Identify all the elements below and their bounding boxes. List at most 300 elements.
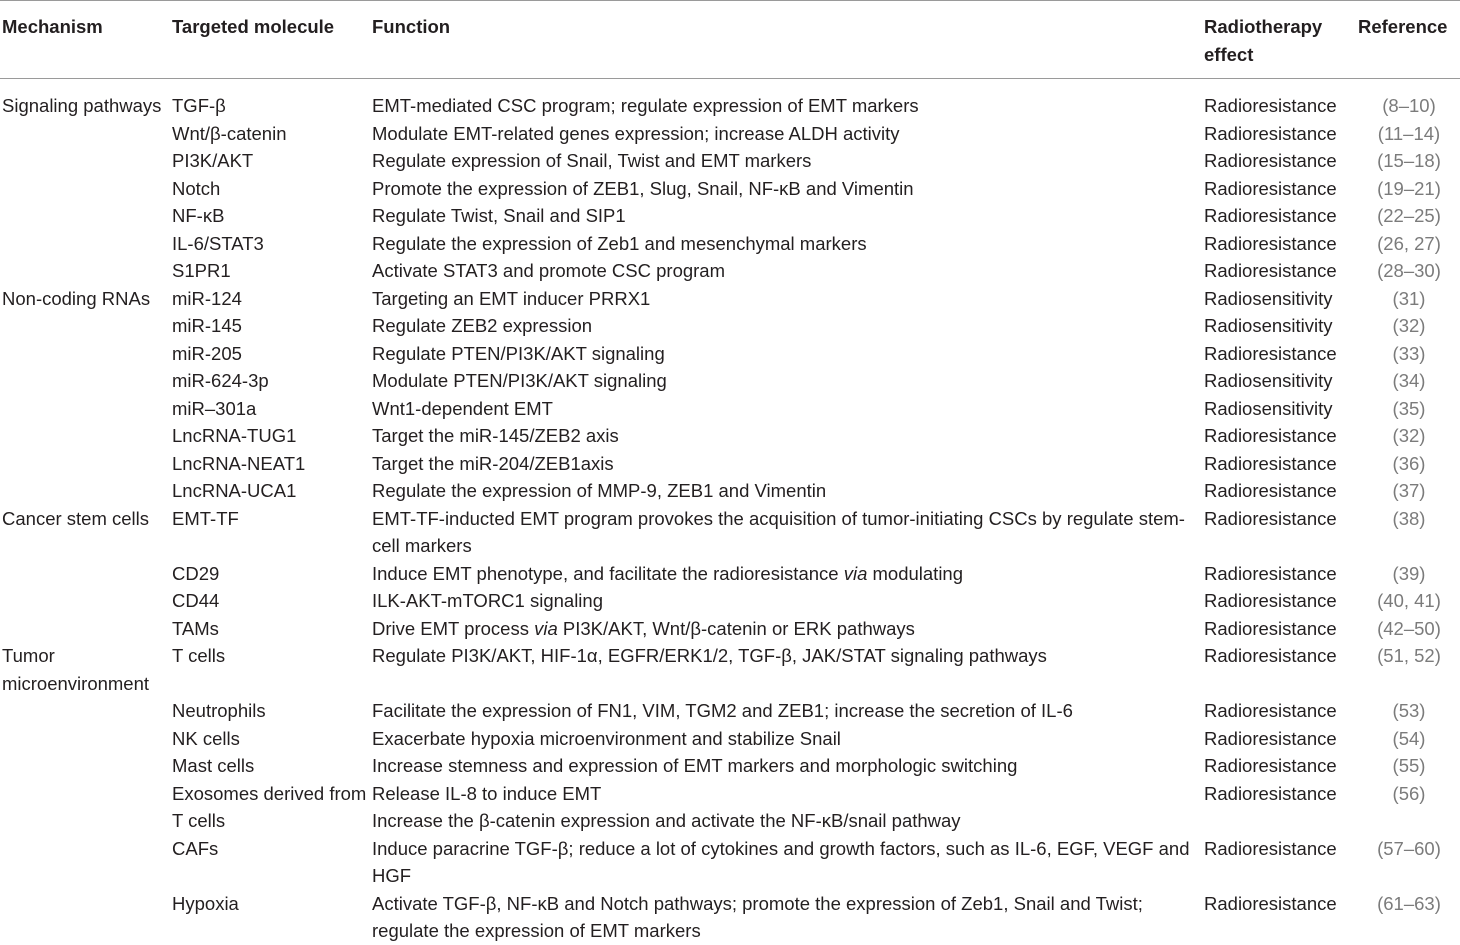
table-row xyxy=(0,285,1460,313)
targeted-molecule-label: Neutrophils xyxy=(172,700,266,721)
targeted-molecule-label: TGF-β xyxy=(172,95,226,116)
function-text: Target the miR-204/ZEB1axis xyxy=(372,452,614,474)
reference-paren: ) xyxy=(1434,617,1441,639)
reference-cell xyxy=(1358,505,1460,560)
reference-link[interactable]: 11–14 xyxy=(1383,122,1435,144)
reference-cell xyxy=(1358,752,1460,780)
targeted-molecule-cell xyxy=(172,615,372,643)
reference-cell xyxy=(1358,202,1460,230)
targeted-molecule-cell xyxy=(172,340,372,368)
radiotherapy-effect-cell xyxy=(1204,230,1358,258)
function-emphasis: via xyxy=(534,617,558,639)
function-text: Activate TGF-β, NF-κB and Notch pathways; promote the expression of Zeb1, Snail and Twist; regulate the expression of EMT markers xyxy=(372,892,1143,941)
reference-cell xyxy=(1358,890,1460,945)
reference-paren: ) xyxy=(1434,232,1441,254)
reference-paren: ( xyxy=(1377,837,1384,859)
radiotherapy-effect-cell xyxy=(1204,697,1358,725)
function-emphasis: via xyxy=(843,562,868,584)
mechanism-cell xyxy=(0,835,172,890)
targeted-molecule-label: Wnt/β-catenin xyxy=(172,122,287,144)
reference-paren: ( xyxy=(1392,315,1399,336)
mechanism-cell xyxy=(0,257,172,285)
function-cell xyxy=(372,560,1204,588)
targeted-molecule-label: LncRNA-TUG1 xyxy=(172,425,297,446)
targeted-molecule-label: CD29 xyxy=(172,562,220,584)
reference-paren: ( xyxy=(1392,287,1399,309)
targeted-molecule-label: miR-205 xyxy=(172,342,242,364)
reference-cell xyxy=(1358,340,1460,368)
reference-paren: ( xyxy=(1392,727,1399,749)
targeted-molecule-cell xyxy=(172,587,372,615)
reference-cell xyxy=(1358,285,1460,313)
reference-paren: ) xyxy=(1434,590,1441,611)
targeted-molecule-label: IL-6/STAT3 xyxy=(172,232,264,254)
reference-cell xyxy=(1358,147,1460,175)
targeted-molecule-cell xyxy=(172,477,372,505)
reference-paren: ) xyxy=(1434,122,1441,144)
function-cell xyxy=(372,147,1204,175)
table-row xyxy=(0,79,1460,120)
function-text: Regulate PI3K/AKT, HIF-1α, EGFR/ERK1/2, TGF-β, JAK/STAT signaling pathways xyxy=(372,645,1047,666)
mechanism-label: Tumor microenvironment xyxy=(2,645,150,694)
reference-paren: ( xyxy=(1377,150,1384,171)
targeted-molecule-label: TAMs xyxy=(172,617,219,639)
radiotherapy-effect-label: Radioresistance xyxy=(1204,727,1337,749)
targeted-molecule-label: EMT-TF xyxy=(172,507,239,529)
reference-paren: ) xyxy=(1419,700,1426,721)
reference-paren: ) xyxy=(1434,177,1441,199)
reference-paren: ( xyxy=(1392,782,1399,804)
reference-link[interactable]: 37 xyxy=(1398,480,1420,501)
targeted-molecule-cell xyxy=(172,890,372,945)
function-text: modulating xyxy=(867,562,964,584)
reference-paren: ) xyxy=(1434,205,1441,226)
header-reference: Reference xyxy=(1358,1,1460,79)
function-cell xyxy=(372,230,1204,258)
reference-paren: ) xyxy=(1419,782,1426,804)
function-text: PI3K/AKT, Wnt/β-catenin or ERK pathways xyxy=(557,617,915,639)
mechanism-cell xyxy=(0,175,172,203)
targeted-molecule-cell xyxy=(172,395,372,423)
reference-link[interactable]: 61–63 xyxy=(1383,892,1435,914)
function-text: Target the miR-145/ZEB2 axis xyxy=(372,425,619,446)
radiotherapy-effect-cell xyxy=(1204,587,1358,615)
reference-cell xyxy=(1358,450,1460,478)
function-cell xyxy=(372,890,1204,945)
targeted-molecule-cell xyxy=(172,257,372,285)
radiotherapy-effect-cell xyxy=(1204,367,1358,395)
reference-paren: ( xyxy=(1377,645,1384,666)
function-text: Regulate PTEN/PI3K/AKT signaling xyxy=(372,342,665,364)
radiotherapy-effect-cell xyxy=(1204,395,1358,423)
mechanism-cell xyxy=(0,697,172,725)
function-cell xyxy=(372,285,1204,313)
function-text: Regulate Twist, Snail and SIP1 xyxy=(372,205,626,226)
table-row xyxy=(0,202,1460,230)
reference-paren: ( xyxy=(1377,232,1384,254)
mechanism-cell xyxy=(0,890,172,945)
reference-cell xyxy=(1358,367,1460,395)
header-radiotherapy-effect: Radiotherapy effect xyxy=(1204,1,1358,79)
header-targeted-molecule: Targeted molecule xyxy=(172,1,372,79)
table-row xyxy=(0,147,1460,175)
reference-cell xyxy=(1358,560,1460,588)
targeted-molecule-label: NF-κB xyxy=(172,205,225,226)
reference-paren: ( xyxy=(1377,260,1384,281)
targeted-molecule-cell xyxy=(172,697,372,725)
targeted-molecule-label: S1PR1 xyxy=(172,260,231,281)
reference-link[interactable]: 32 xyxy=(1398,315,1420,336)
targeted-molecule-cell xyxy=(172,230,372,258)
reference-link[interactable]: 31 xyxy=(1398,287,1420,309)
radiotherapy-effect-cell xyxy=(1204,615,1358,643)
function-text: Regulate expression of Snail, Twist and EMT markers xyxy=(372,150,812,171)
radiotherapy-effect-cell xyxy=(1204,285,1358,313)
reference-link[interactable]: 55 xyxy=(1398,755,1420,776)
radiotherapy-effect-cell xyxy=(1204,175,1358,203)
function-cell xyxy=(372,725,1204,753)
radiotherapy-effect-cell xyxy=(1204,890,1358,945)
radiotherapy-effect-label: Radioresistance xyxy=(1204,645,1337,666)
header-function: Function xyxy=(372,1,1204,79)
reference-link[interactable]: 39 xyxy=(1398,562,1420,584)
mechanism-cell xyxy=(0,450,172,478)
radiotherapy-effect-cell xyxy=(1204,79,1358,120)
function-cell xyxy=(372,202,1204,230)
function-cell xyxy=(372,752,1204,780)
function-text: Regulate ZEB2 expression xyxy=(372,315,593,336)
table-row xyxy=(0,890,1460,945)
reference-paren: ( xyxy=(1392,370,1399,391)
function-text: Promote the expression of ZEB1, Slug, Snail, NF-κB and Vimentin xyxy=(372,177,914,199)
table-body xyxy=(0,79,1460,945)
radiotherapy-effect-label: Radioresistance xyxy=(1204,232,1337,254)
radiotherapy-effect-cell xyxy=(1204,560,1358,588)
mechanism-cell xyxy=(0,477,172,505)
radiotherapy-effect-label: Radioresistance xyxy=(1204,452,1337,474)
targeted-molecule-cell xyxy=(172,175,372,203)
table-row xyxy=(0,340,1460,368)
reference-link[interactable]: 51, 52 xyxy=(1383,645,1435,666)
reference-paren: ( xyxy=(1392,342,1399,364)
reference-paren: ( xyxy=(1377,617,1384,639)
targeted-molecule-cell xyxy=(172,450,372,478)
table-row xyxy=(0,422,1460,450)
targeted-molecule-cell xyxy=(172,422,372,450)
function-text: Regulate the expression of MMP-9, ZEB1 and Vimentin xyxy=(372,480,827,501)
function-cell xyxy=(372,367,1204,395)
reference-paren: ( xyxy=(1377,892,1384,914)
function-text: EMT-TF-inducted EMT program provokes the acquisition of tumor-initiating CSCs by regulate stem-cell markers xyxy=(372,507,1185,556)
function-text: Drive EMT process xyxy=(372,617,535,639)
function-text: ILK-AKT-mTORC1 signaling xyxy=(372,590,603,611)
function-text: Wnt1-dependent EMT xyxy=(372,397,553,419)
reference-cell xyxy=(1358,175,1460,203)
function-text: EMT-mediated CSC program; regulate expression of EMT markers xyxy=(372,95,919,116)
mechanism-cell xyxy=(0,230,172,258)
reference-link[interactable]: 28–30 xyxy=(1383,260,1435,281)
targeted-molecule-cell xyxy=(172,120,372,148)
reference-cell xyxy=(1358,587,1460,615)
function-cell xyxy=(372,587,1204,615)
mechanism-cell xyxy=(0,340,172,368)
reference-link[interactable]: 36 xyxy=(1398,452,1420,474)
targeted-molecule-label: LncRNA-UCA1 xyxy=(172,480,297,501)
function-text: Induce EMT phenotype, and facilitate the radioresistance xyxy=(372,562,844,584)
radiotherapy-effect-label: Radiosensitivity xyxy=(1204,315,1333,336)
targeted-molecule-cell xyxy=(172,835,372,890)
table-row xyxy=(0,312,1460,340)
table-row xyxy=(0,395,1460,423)
radiotherapy-effect-label: Radioresistance xyxy=(1204,205,1337,226)
reference-cell xyxy=(1358,312,1460,340)
reference-link[interactable]: 42–50 xyxy=(1383,617,1435,639)
reference-link[interactable]: 56 xyxy=(1398,782,1420,804)
reference-paren: ) xyxy=(1434,260,1441,281)
radiotherapy-effect-label: Radioresistance xyxy=(1204,95,1337,116)
reference-link[interactable]: 54 xyxy=(1398,727,1420,749)
table-row xyxy=(0,697,1460,725)
function-cell xyxy=(372,697,1204,725)
radiotherapy-effect-label: Radiosensitivity xyxy=(1204,397,1333,419)
reference-paren: ) xyxy=(1419,480,1426,501)
reference-link[interactable]: 40, 41 xyxy=(1383,590,1435,611)
function-text: Increase stemness and expression of EMT markers and morphologic switching xyxy=(372,755,1018,776)
reference-paren: ( xyxy=(1377,205,1384,226)
function-text: Release IL-8 to induce EMT Increase the β-catenin expression and activate the NF-κB/snail pathway xyxy=(372,782,961,831)
function-cell xyxy=(372,422,1204,450)
reference-paren: ) xyxy=(1419,727,1426,749)
targeted-molecule-cell xyxy=(172,147,372,175)
reference-paren: ( xyxy=(1392,425,1399,446)
radiotherapy-effect-label: Radioresistance xyxy=(1204,562,1337,584)
mechanism-cell xyxy=(0,147,172,175)
radiotherapy-effect-label: Radioresistance xyxy=(1204,507,1337,529)
table-row xyxy=(0,752,1460,780)
mechanism-label: Signaling pathways xyxy=(2,95,162,116)
reference-link[interactable]: 38 xyxy=(1398,507,1420,529)
targeted-molecule-cell xyxy=(172,312,372,340)
mechanism-cell xyxy=(0,587,172,615)
reference-link[interactable]: 35 xyxy=(1398,397,1420,419)
reference-paren: ) xyxy=(1419,342,1426,364)
radiotherapy-effect-label: Radioresistance xyxy=(1204,260,1337,281)
table-row xyxy=(0,230,1460,258)
mechanism-label: Non-coding RNAs xyxy=(2,287,151,309)
radiotherapy-effect-label: Radioresistance xyxy=(1204,480,1337,501)
reference-paren: ) xyxy=(1419,755,1426,776)
radiotherapy-effect-cell xyxy=(1204,725,1358,753)
table-row xyxy=(0,477,1460,505)
targeted-molecule-label: Mast cells xyxy=(172,755,255,776)
targeted-molecule-label: miR-124 xyxy=(172,287,242,309)
reference-link[interactable]: 22–25 xyxy=(1383,205,1435,226)
targeted-molecule-cell xyxy=(172,725,372,753)
table-row xyxy=(0,560,1460,588)
table-row xyxy=(0,642,1460,697)
radiotherapy-effect-cell xyxy=(1204,257,1358,285)
mechanism-cell xyxy=(0,752,172,780)
header-mechanism: Mechanism xyxy=(0,1,172,79)
radiotherapy-effect-cell xyxy=(1204,450,1358,478)
targeted-molecule-label: LncRNA-NEAT1 xyxy=(172,452,306,474)
reference-cell xyxy=(1358,230,1460,258)
targeted-molecule-cell xyxy=(172,560,372,588)
function-text: Facilitate the expression of FN1, VIM, TGM2 and ZEB1; increase the secretion of IL-6 xyxy=(372,700,1073,721)
radiotherapy-effect-cell xyxy=(1204,835,1358,890)
table-row xyxy=(0,505,1460,560)
reference-cell xyxy=(1358,120,1460,148)
table-header-row xyxy=(0,1,1460,79)
function-cell xyxy=(372,312,1204,340)
table-row xyxy=(0,367,1460,395)
reference-paren: ) xyxy=(1419,425,1426,446)
reference-paren: ) xyxy=(1429,95,1436,116)
mechanism-cell xyxy=(0,367,172,395)
targeted-molecule-cell xyxy=(172,202,372,230)
reference-paren: ) xyxy=(1434,892,1441,914)
reference-link[interactable]: 8–10 xyxy=(1388,95,1430,116)
reference-link[interactable]: 15–18 xyxy=(1383,150,1435,171)
mechanism-cell xyxy=(0,79,172,120)
mechanism-cell xyxy=(0,560,172,588)
reference-cell xyxy=(1358,697,1460,725)
function-text: Targeting an EMT inducer PRRX1 xyxy=(372,287,651,309)
radiotherapy-effect-cell xyxy=(1204,505,1358,560)
function-cell xyxy=(372,477,1204,505)
reference-paren: ( xyxy=(1392,452,1399,474)
table-row xyxy=(0,450,1460,478)
reference-paren: ) xyxy=(1434,645,1441,666)
reference-link[interactable]: 57–60 xyxy=(1383,837,1435,859)
radiotherapy-effect-cell xyxy=(1204,340,1358,368)
reference-paren: ( xyxy=(1392,507,1399,529)
radiotherapy-effect-label: Radioresistance xyxy=(1204,342,1337,364)
reference-link[interactable]: 53 xyxy=(1398,700,1420,721)
reference-paren: ) xyxy=(1419,287,1426,309)
function-cell xyxy=(372,835,1204,890)
function-cell xyxy=(372,450,1204,478)
table-row xyxy=(0,587,1460,615)
reference-paren: ) xyxy=(1419,397,1426,419)
reference-paren: ) xyxy=(1419,562,1426,584)
radiotherapy-effect-label: Radiosensitivity xyxy=(1204,370,1333,391)
mechanism-cell xyxy=(0,285,172,313)
reference-cell xyxy=(1358,835,1460,890)
radiotherapy-effect-label: Radioresistance xyxy=(1204,590,1337,611)
radiotherapy-effect-label: Radioresistance xyxy=(1204,150,1337,171)
reference-cell xyxy=(1358,642,1460,697)
function-text: Regulate the expression of Zeb1 and mesenchymal markers xyxy=(372,232,867,254)
radiotherapy-effect-label: Radioresistance xyxy=(1204,122,1337,144)
reference-paren: ( xyxy=(1392,700,1399,721)
reference-paren: ) xyxy=(1419,452,1426,474)
mechanism-cell xyxy=(0,422,172,450)
mechanism-cell xyxy=(0,725,172,753)
reference-paren: ( xyxy=(1377,177,1384,199)
reference-paren: ) xyxy=(1434,150,1441,171)
radiotherapy-effect-cell xyxy=(1204,477,1358,505)
mechanism-cell xyxy=(0,120,172,148)
targeted-molecule-cell xyxy=(172,752,372,780)
radiotherapy-effect-label: Radiosensitivity xyxy=(1204,287,1333,309)
targeted-molecule-cell xyxy=(172,285,372,313)
function-cell xyxy=(372,505,1204,560)
reference-cell xyxy=(1358,395,1460,423)
radiotherapy-effect-label: Radioresistance xyxy=(1204,177,1337,199)
radiotherapy-effect-cell xyxy=(1204,642,1358,697)
reference-paren: ( xyxy=(1377,122,1384,144)
reference-link[interactable]: 32 xyxy=(1398,425,1420,446)
function-cell xyxy=(372,79,1204,120)
table-row xyxy=(0,615,1460,643)
table-row xyxy=(0,257,1460,285)
mechanism-cell xyxy=(0,202,172,230)
mechanism-cell xyxy=(0,615,172,643)
function-cell xyxy=(372,257,1204,285)
reference-link[interactable]: 34 xyxy=(1398,370,1420,391)
reference-paren: ) xyxy=(1419,507,1426,529)
table-row xyxy=(0,120,1460,148)
reference-link[interactable]: 33 xyxy=(1398,342,1420,364)
targeted-molecule-label: PI3K/AKT xyxy=(172,150,254,171)
function-text: Activate STAT3 and promote CSC program xyxy=(372,260,726,281)
function-text: Modulate EMT-related genes expression; increase ALDH activity xyxy=(372,122,900,144)
targeted-molecule-label: miR–301a xyxy=(172,397,257,419)
radiotherapy-effect-label: Radioresistance xyxy=(1204,782,1337,804)
targeted-molecule-cell xyxy=(172,642,372,697)
function-text: Exacerbate hypoxia microenvironment and stabilize Snail xyxy=(372,727,841,749)
function-cell xyxy=(372,395,1204,423)
radiotherapy-effect-cell xyxy=(1204,422,1358,450)
reference-cell xyxy=(1358,725,1460,753)
targeted-molecule-label: Hypoxia xyxy=(172,892,239,914)
table-row xyxy=(0,725,1460,753)
targeted-molecule-label: Notch xyxy=(172,177,221,199)
reference-cell xyxy=(1358,257,1460,285)
radiotherapy-effect-cell xyxy=(1204,312,1358,340)
radiotherapy-effect-cell xyxy=(1204,120,1358,148)
reference-paren: ( xyxy=(1377,590,1384,611)
table-row xyxy=(0,780,1460,835)
targeted-molecule-label: miR-624-3p xyxy=(172,370,269,391)
table-row xyxy=(0,175,1460,203)
reference-link[interactable]: 26, 27 xyxy=(1383,232,1435,254)
targeted-molecule-cell xyxy=(172,780,372,835)
function-text: Modulate PTEN/PI3K/AKT signaling xyxy=(372,370,667,391)
radiotherapy-effect-label: Radioresistance xyxy=(1204,755,1337,776)
targeted-molecule-cell xyxy=(172,367,372,395)
targeted-molecule-label: CAFs xyxy=(172,837,219,859)
function-cell xyxy=(372,780,1204,835)
radiotherapy-effect-cell xyxy=(1204,752,1358,780)
mechanism-label: Cancer stem cells xyxy=(2,507,150,529)
targeted-molecule-label: CD44 xyxy=(172,590,220,611)
reference-link[interactable]: 19–21 xyxy=(1383,177,1435,199)
reference-paren: ( xyxy=(1392,480,1399,501)
reference-paren: ) xyxy=(1434,837,1441,859)
reference-cell xyxy=(1358,79,1460,120)
radiotherapy-effect-label: Radioresistance xyxy=(1204,617,1337,639)
targeted-molecule-label: miR-145 xyxy=(172,315,242,336)
radiotherapy-effect-label: Radioresistance xyxy=(1204,837,1337,859)
function-cell xyxy=(372,175,1204,203)
targeted-molecule-cell xyxy=(172,505,372,560)
mechanism-cell xyxy=(0,780,172,835)
function-text: Induce paracrine TGF-β; reduce a lot of cytokines and growth factors, such as IL-6, EGF, VEGF and HGF xyxy=(372,837,1190,886)
function-cell xyxy=(372,120,1204,148)
reference-paren: ( xyxy=(1392,397,1399,419)
